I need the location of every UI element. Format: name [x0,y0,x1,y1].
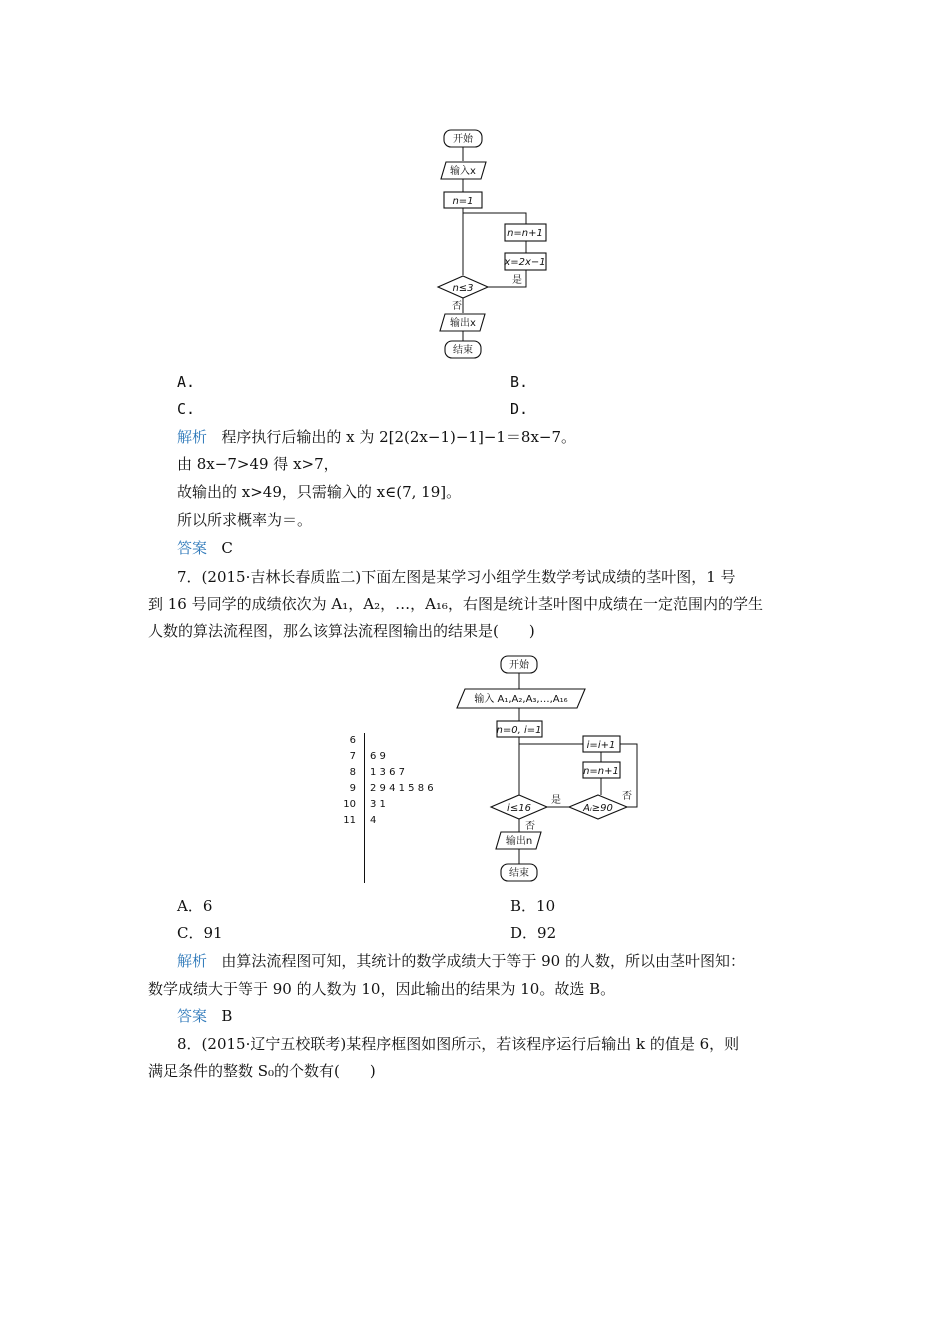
q6-analysis-line3: 故输出的 x>49，只需输入的 x∈(7, 19]。 [177,483,462,501]
update-label: x=2x−1 [504,257,546,268]
stem-leaf-row: 8 1 3 6 7 [349,767,405,778]
stem-leaf-row: 7 6 9 [349,751,386,762]
flowchart-1 [430,125,546,360]
q6-answer [177,538,233,558]
q7-option-d: D．92 [510,924,557,942]
q7-analysis-line2: 数学成绩大于等于 90 的人数为 10，因此输出的结果为 10。故选 B。 [148,980,616,998]
q6-analysis-line1 [177,427,576,447]
q7-option-a: A．6 [177,897,213,915]
q7-analysis-line1 [177,951,745,971]
increment-i-label: i=i+1 [586,740,616,751]
q7-stem-line1: 7．(2015·吉林长春质监二)下面左图是某学习小组学生数学考试成绩的茎叶图，1 号 [177,568,736,586]
answer-label: 答案 [177,539,208,557]
yes1-label: 是 [551,795,561,806]
flowchart-2 [445,652,645,887]
answer-value: C [221,539,233,557]
answer-label: 答案 [177,1007,208,1025]
condition-label: n≤3 [452,283,474,294]
q8-stem-line1: 8．(2015·辽宁五校联考)某程序框图如图所示，若该程序运行后输出 k 的值是 6，则 [177,1035,740,1053]
q7-answer [177,1006,232,1026]
stem-leaf-row: 9 2 9 4 1 5 8 6 [349,783,434,794]
output-label: 输出x [450,318,476,329]
q7-stem-line3: 人数的算法流程图，那么该算法流程图输出的结果是( ) [148,622,535,640]
no-label: 否 [452,301,462,312]
analysis-label: 解析 [177,428,208,446]
input-label: 输入x [450,166,476,177]
start-label: 开始 [509,660,529,671]
no1-label: 否 [525,821,535,832]
answer-value: B [221,1007,233,1025]
increment-label: n=n+1 [507,228,543,239]
q6-option-d: D. [510,400,529,418]
q7-stem-line2: 到 16 号同学的成绩依次为 A₁，A₂，…，A₁₆，右图是统计茎叶图中成绩在一定范围内的学生 [148,595,763,613]
increment-n-label: n=n+1 [583,766,619,777]
stem-leaf-row: 11 4 [343,815,377,826]
analysis-label: 解析 [177,952,208,970]
stem-leaf-plot [340,733,450,829]
q6-analysis-line2: 由 8x−7>49 得 x>7， [177,455,339,473]
start-label: 开始 [453,134,473,145]
q7-option-b: B．10 [510,897,556,915]
q8-stem-line2: 满足条件的整数 S₀的个数有( ) [148,1062,376,1080]
output-label: 输出n [505,836,533,847]
q6-analysis-line4: 所以所求概率为＝。 [177,511,313,529]
analysis-text: 程序执行后输出的 x 为 2[2(2x−1)−1]−1＝8x−7。 [221,428,577,446]
init-label: n=0, i=1 [496,725,542,736]
q7-option-c: C．91 [177,924,223,942]
stem-leaf-row: 6 [349,735,356,746]
condition-a-label: Aᵢ≥90 [583,803,613,814]
q6-option-a: A. [177,373,196,391]
end-label: 结束 [509,868,529,879]
yes-label: 是 [512,275,522,286]
end-label: 结束 [453,345,473,356]
no2-label: 否 [622,791,632,802]
analysis-text: 由算法流程图可知，其统计的数学成绩大于等于 90 的人数，所以由茎叶图知： [221,952,745,970]
stem-leaf-row: 10 3 1 [343,799,386,810]
q6-option-b: B. [510,373,529,391]
init-label: n=1 [452,196,474,207]
q6-option-c: C. [177,400,196,418]
input-label: 输入 A₁,A₂,A₃,…,A₁₆ [474,694,568,705]
condition-i-label: i≤16 [507,803,531,814]
